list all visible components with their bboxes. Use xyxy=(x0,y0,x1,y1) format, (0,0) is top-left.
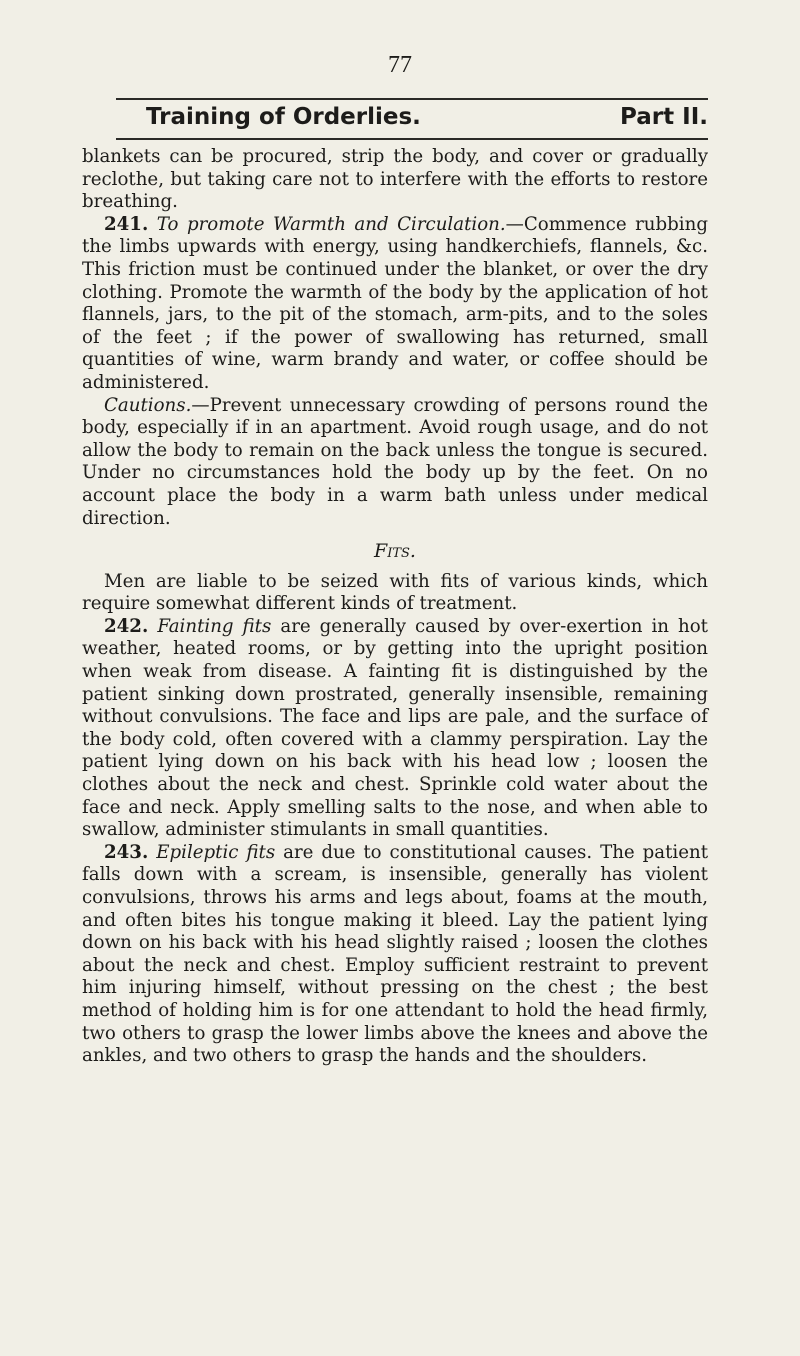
paragraph-title: Cautions. xyxy=(104,394,192,416)
paragraph-text: —Prevent unnecessary crowding of persons round the body, especially if in an apartment. Avoid rough usage, and do not allow the body to remain on the back unless the tongue is secured. Under no circumstances hold the body up by the feet. On no account place the body in a warm bath unless under medical direction. xyxy=(82,394,708,529)
section-heading-fits: Fits. xyxy=(374,540,416,563)
page-number: 77 xyxy=(388,52,412,78)
paragraph-243 xyxy=(82,842,708,1068)
paragraph-title: Epileptic fits xyxy=(156,841,276,863)
header-rule-top xyxy=(116,98,708,100)
running-header xyxy=(116,98,708,140)
paragraph-number: 243. xyxy=(104,841,149,863)
page-body xyxy=(82,146,708,1068)
paragraph-number: 241. xyxy=(104,213,149,235)
paragraph-cautions xyxy=(82,395,708,531)
paragraph-text: —Commence rubbing the limbs upwards with energy, using handkerchiefs, flannels, &c. This friction must be continued under the blanket, or over the dry clothing. Promote the warmth of the body by the application of hot flannels, jars, to the pit of the stomach, arm-pits, and to the soles of the feet ; if the power of swallowing has returned, small quantities of wine, warm brandy and water, or coffee should be administered. xyxy=(82,213,708,393)
paragraph-241 xyxy=(82,214,708,395)
running-title: Training of Orderlies. xyxy=(146,104,421,130)
paragraph-continued: blankets can be procured, strip the body, and cover or gradually reclothe, but taking care not to interfere with the efforts to restore breathing. xyxy=(82,146,708,213)
part-label: Part II. xyxy=(620,104,708,130)
paragraph-number: 242. xyxy=(104,615,149,637)
paragraph-text: are due to constitutional causes. The patient falls down with a scream, is insensible, generally has violent convulsions, throws his arms and legs about, foams at the mouth, and often bites his tongue making it bleed. Lay the patient lying down on his back with his head slightly raised ; loosen the clothes about the neck and chest. Employ sufficient restraint to prevent him injuring himself, without pressing on the chest ; the best method of holding him is for one attendant to hold the head firmly, two others to grasp the lower limbs above the knees and above the ankles, and two others to grasp the hands and the shoulders. xyxy=(82,841,708,1067)
paragraph-intro: Men are liable to be seized with fits of various kinds, which require somewhat different kinds of treatment. xyxy=(82,570,708,615)
paragraph-text: are generally caused by over-exertion in hot weather, heated rooms, or by getting into the upright position when weak from disease. A fainting fit is distinguished by the patient sinking down prostrated, generally insensible, remaining without convulsions. The face and lips are pale, and the surface of the body cold, often covered with a clammy perspiration. Lay the patient lying down on his back with his head low ; loosen the clothes about the neck and chest. Sprinkle cold water about the face and neck. Apply smelling salts to the nose, and when able to swallow, administer stimulants in small quantities. xyxy=(82,615,708,841)
paragraph-title: Fainting fits xyxy=(157,615,272,637)
paragraph-title: To promote Warmth and Circulation. xyxy=(156,213,506,235)
header-rule-bottom xyxy=(116,138,708,140)
paragraph-242 xyxy=(82,616,708,842)
